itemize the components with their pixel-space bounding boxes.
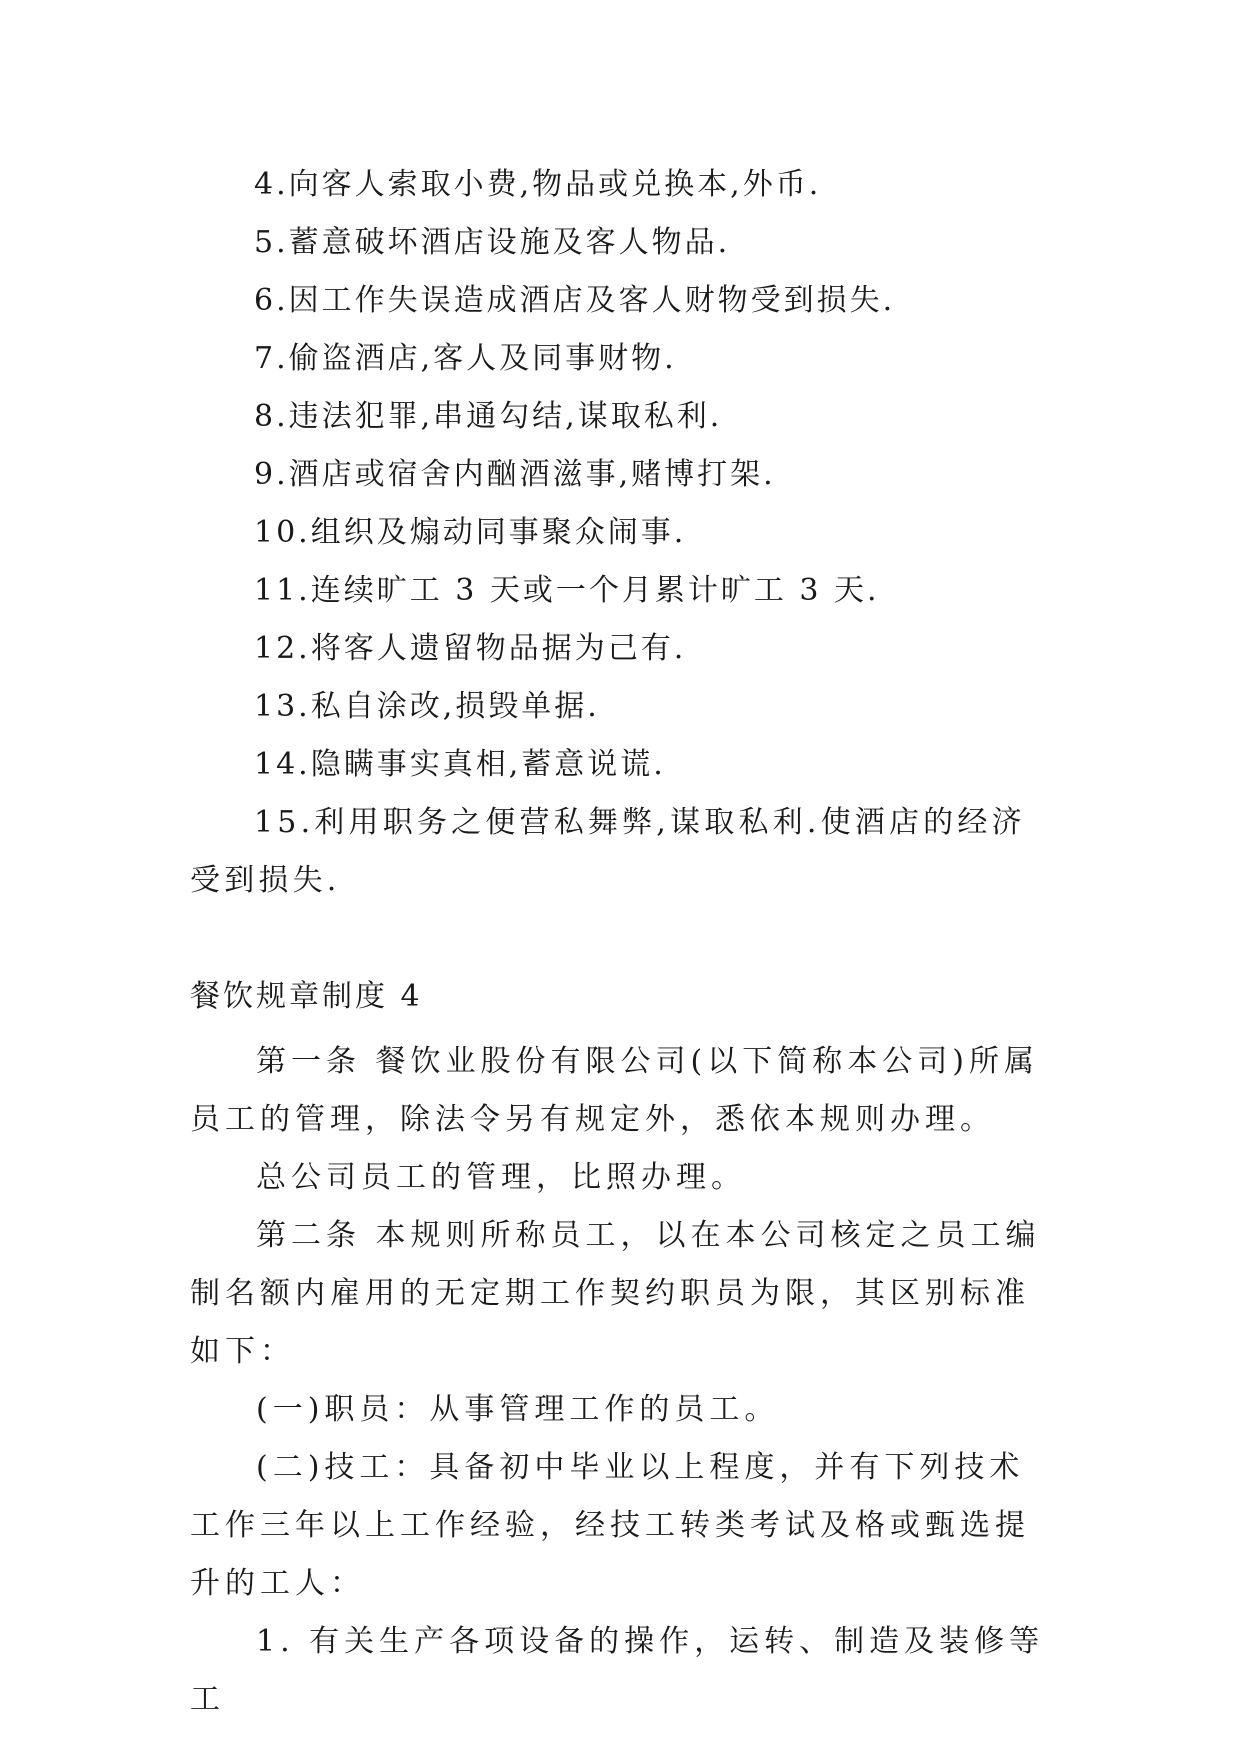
list-item: 4.向客人索取小费,物品或兑换本,外币. [254, 167, 822, 202]
paragraph: 第二条 本规则所称员工，以在本公司核定之员工编制名额内雇用的无定期工作契约职员为限，其区别标准如下： [190, 1218, 1041, 1369]
section-title: 餐饮规章制度 4 [190, 979, 423, 1014]
list-item: 9.酒店或宿舍内酗酒滋事,赌博打架. [254, 457, 776, 492]
list-item: 7.偷盗酒店,客人及同事财物. [254, 341, 677, 376]
list-item: 12.将客人遗留物品据为己有. [254, 631, 687, 666]
body-text [190, 1033, 1050, 1717]
list-item: 6.因工作失误造成酒店及客人财物受到损失. [254, 283, 896, 318]
list-item: 11.连续旷工 3 天或一个月累计旷工 3 天. [254, 573, 880, 608]
paragraph: (二)技工：具备初中毕业以上程度，并有下列技术工作三年以上工作经验，经技工转类考试及格或甄选提升的工人： [190, 1450, 1030, 1601]
list-item: 8.违法犯罪,串通勾结,谋取私利. [254, 399, 723, 434]
rules-list [190, 156, 1050, 910]
paragraph: 第一条 餐饮业股份有限公司(以下简称本公司)所属员工的管理，除法令另有规定外，悉依本规则办理。 [190, 1044, 1039, 1137]
paragraph: 1. 有关生产各项设备的操作，运转、制造及装修等工 [190, 1624, 1045, 1717]
list-item: 14.隐瞒事实真相,蓄意说谎. [254, 747, 666, 782]
list-item: 5.蓄意破坏酒店设施及客人物品. [254, 225, 731, 260]
list-item: 15.利用职务之便营私舞弊,谋取私利.使酒店的经济受到损失. [190, 805, 1026, 898]
paragraph: (一)职员：从事管理工作的员工。 [256, 1392, 780, 1427]
list-item: 10.组织及煽动同事聚众闹事. [254, 515, 687, 550]
paragraph: 总公司员工的管理，比照办理。 [256, 1160, 746, 1195]
list-item: 13.私自涂改,损毁单据. [254, 689, 600, 724]
